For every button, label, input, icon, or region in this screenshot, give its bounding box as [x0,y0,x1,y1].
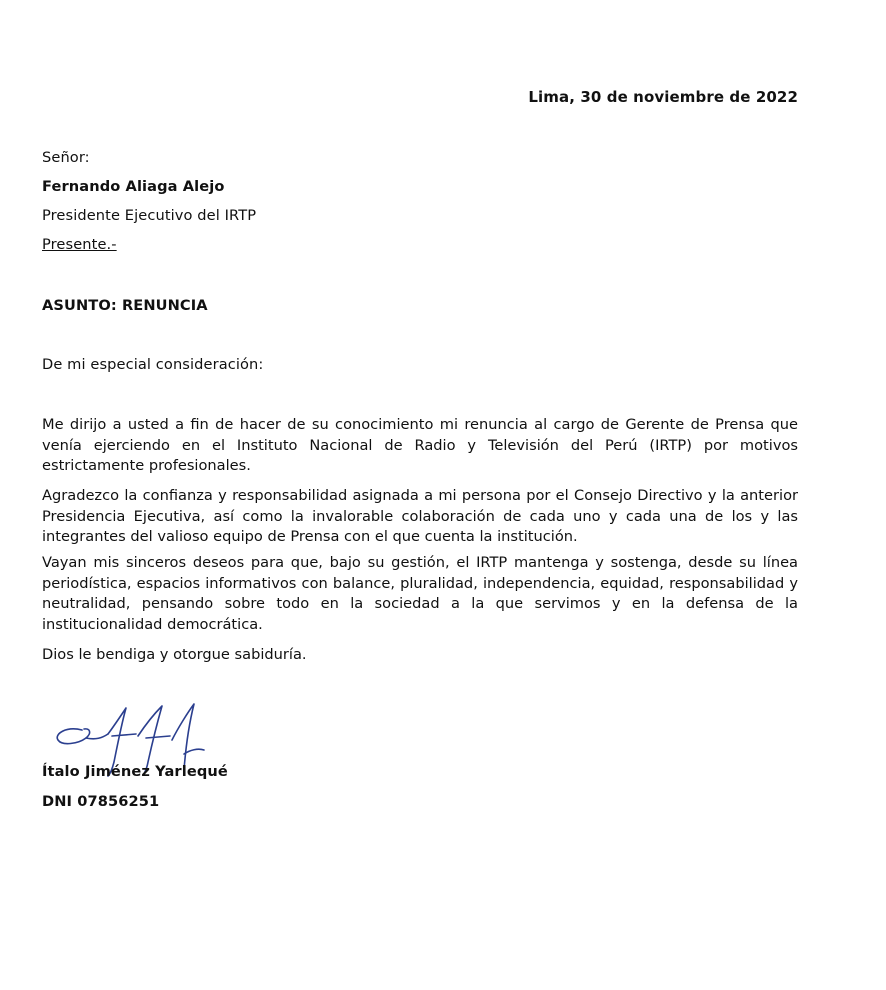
recipient-name: Fernando Aliaga Alejo [42,178,225,195]
paragraph-resignation: Me dirijo a usted a fin de hacer de su conocimiento mi renuncia al cargo de Gerente de Prensa que venía ejerciendo en el Instituto Nacional de Radio y Televisión del Perú (IRTP) por motivos estrictamente profesionales. [42,416,798,474]
signer-name: Ítalo Jiménez Yarlequé [42,763,228,780]
paragraph-blessing: Dios le bendiga y otorgue sabiduría. [42,646,307,663]
paragraph-wishes: Vayan mis sinceros deseos para que, bajo su gestión, el IRTP mantenga y sostenga, desde su línea periodística, espacios informativos con balance, pluralidad, independencia, equidad, responsabilidad y neutralidad, pensando sobre todo en la sociedad a la que servimos y en la defensa de la institucionalidad democrática. [42,554,798,633]
subject-line: ASUNTO: RENUNCIA [42,297,208,314]
signer-dni: DNI 07856251 [42,793,160,810]
salutation: Señor: [42,149,90,166]
letter-date: Lima, 30 de noviembre de 2022 [528,88,798,106]
recipient-title: Presidente Ejecutivo del IRTP [42,207,257,224]
greeting: De mi especial consideración: [42,356,264,373]
presente-label: Presente.- [42,236,117,253]
paragraph-gratitude: Agradezco la confianza y responsabilidad asignada a mi persona por el Consejo Directivo y la anterior Presidencia Ejecutiva, así como la invalorable colaboración de cada uno y cada una de los y las integrantes del valioso equipo de Prensa con el que cuenta la institución. [42,487,798,545]
